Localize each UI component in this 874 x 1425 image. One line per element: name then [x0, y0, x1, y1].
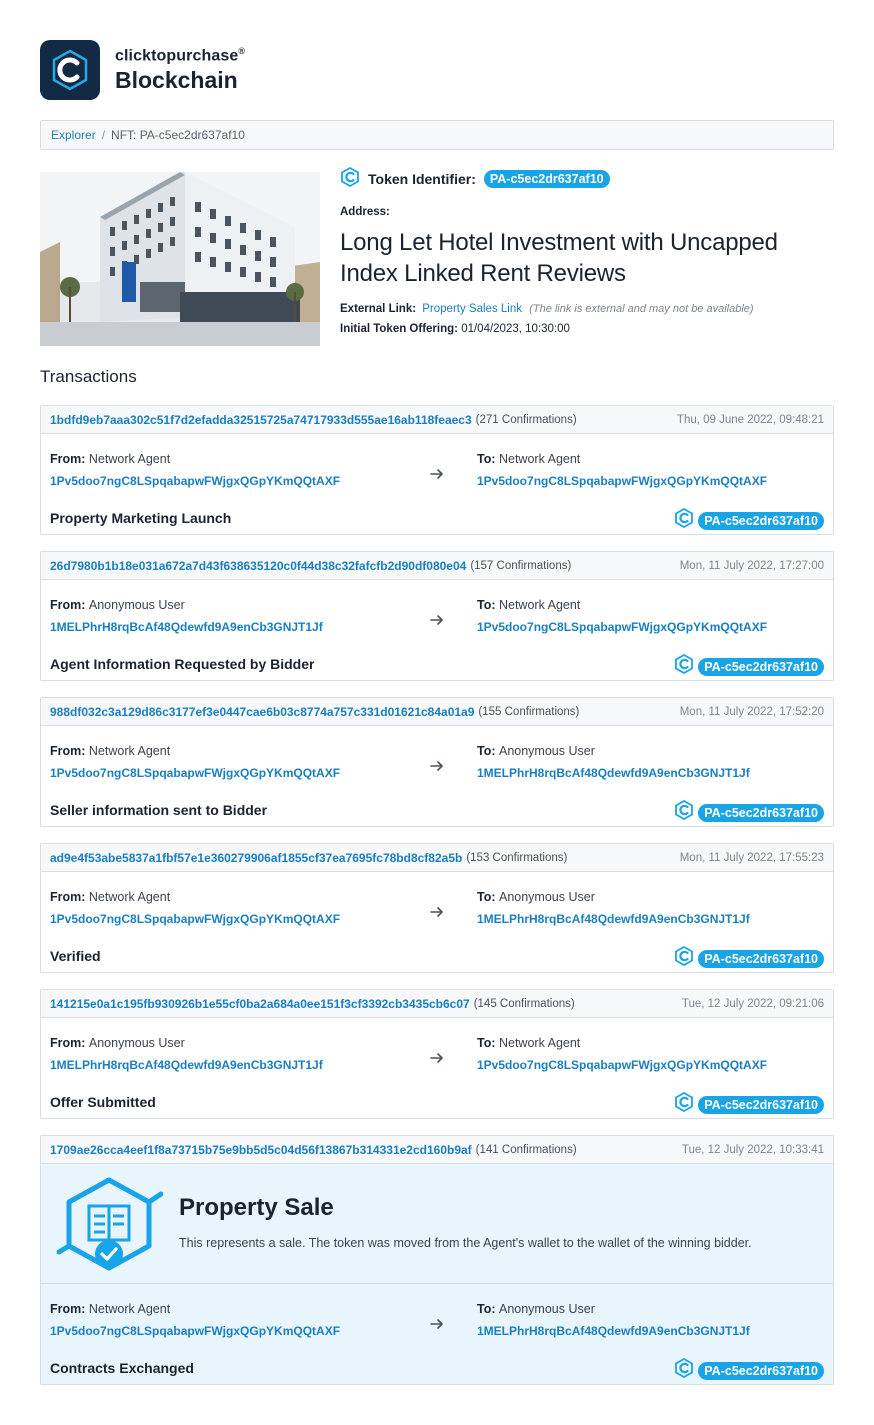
transaction-from	[50, 598, 323, 634]
arrow-right-icon	[429, 612, 445, 628]
transaction-to	[477, 452, 767, 488]
from-address-link[interactable]: 1Pv5doo7ngC8LSpqabapwFWjgxQGpYKmQQtAXF	[50, 474, 341, 488]
transaction-from	[50, 1302, 340, 1338]
to-address-link[interactable]: 1MELPhrH8rqBcAf48Qdewfd9A9enCb3GNJT1Jf	[477, 1324, 750, 1338]
transactions-heading: Transactions	[40, 367, 137, 386]
transaction-confirmations: (271 Confirmations)	[475, 413, 577, 426]
transaction-to	[477, 890, 750, 926]
arrow-right-icon	[429, 758, 445, 774]
transaction-date: Mon, 11 July 2022, 17:55:23	[679, 851, 824, 864]
transaction-token	[674, 800, 824, 825]
transaction-token	[674, 946, 824, 971]
from-name: Network Agent	[88, 452, 171, 466]
transaction-token-pill[interactable]: PA-c5ec2dr637af10	[698, 512, 824, 530]
to-address-link[interactable]: 1Pv5doo7ngC8LSpqabapwFWjgxQGpYKmQQtAXF	[477, 1058, 768, 1072]
transaction-date: Mon, 11 July 2022, 17:52:20	[679, 705, 824, 718]
transaction-label: Agent Information Requested by Bidder	[50, 656, 315, 672]
arrow-right-icon	[429, 904, 445, 920]
to-address-link[interactable]: 1MELPhrH8rqBcAf48Qdewfd9A9enCb3GNJT1Jf	[477, 912, 750, 926]
transaction-card	[40, 843, 834, 973]
transaction-from	[50, 890, 340, 926]
transaction-card	[40, 989, 834, 1119]
transaction-card	[40, 405, 834, 535]
transaction-token-pill[interactable]: PA-c5ec2dr637af10	[698, 804, 824, 822]
token-hex-icon	[674, 1358, 694, 1383]
transaction-date: Tue, 12 July 2022, 10:33:41	[681, 1143, 824, 1156]
transaction-card	[40, 551, 834, 681]
property-sales-link[interactable]: Property Sales Link	[422, 303, 522, 315]
property-photo	[40, 172, 320, 346]
from-address-link[interactable]: 1Pv5doo7ngC8LSpqabapwFWjgxQGpYKmQQtAXF	[50, 912, 341, 926]
transaction-to	[477, 598, 767, 634]
transaction-to	[477, 1302, 750, 1338]
from-address-link[interactable]: 1Pv5doo7ngC8LSpqabapwFWjgxQGpYKmQQtAXF	[50, 1324, 341, 1338]
to-address-link[interactable]: 1Pv5doo7ngC8LSpqabapwFWjgxQGpYKmQQtAXF	[477, 620, 768, 634]
from-name: Network Agent	[88, 890, 171, 904]
to-label: To:	[477, 1302, 499, 1316]
to-label: To:	[477, 598, 499, 612]
token-hex-icon	[674, 800, 694, 825]
transaction-header	[41, 1136, 833, 1164]
transaction-from	[50, 452, 340, 488]
initial-token-offering-label: Initial Token Offering:	[340, 323, 458, 335]
transaction-confirmations: (145 Confirmations)	[473, 997, 575, 1010]
transaction-token-pill[interactable]: PA-c5ec2dr637af10	[698, 1096, 824, 1114]
from-name: Anonymous User	[88, 598, 185, 612]
transaction-hash-link[interactable]: 26d7980b1b18e031a672a7d43f638635120c0f44d38c32fafcfb2d90df080e04	[50, 558, 467, 573]
breadcrumb	[40, 120, 834, 150]
property-sale-icon	[55, 1176, 163, 1274]
transaction-label: Verified	[50, 948, 101, 964]
transaction-date: Thu, 09 June 2022, 09:48:21	[676, 413, 824, 426]
transaction-hash-link[interactable]: 988df032c3a129d86c3177ef3e0447cae6b03c8774a757c331d01621c84a01a9	[50, 704, 475, 719]
transaction-token-pill[interactable]: PA-c5ec2dr637af10	[698, 1362, 824, 1380]
transaction-confirmations: (155 Confirmations)	[478, 705, 580, 718]
from-name: Network Agent	[88, 744, 171, 758]
transaction-to	[477, 744, 750, 780]
to-name: Network Agent	[498, 452, 581, 466]
property-address: Long Let Hotel Investment with Uncapped Index Linked Rent Reviews	[340, 229, 778, 287]
to-label: To:	[477, 1036, 499, 1050]
to-label: To:	[477, 890, 499, 904]
transaction-body	[41, 872, 833, 972]
token-hex-icon	[674, 1092, 694, 1117]
transaction-token-pill[interactable]: PA-c5ec2dr637af10	[698, 950, 824, 968]
token-identifier-pill[interactable]: PA-c5ec2dr637af10	[484, 170, 610, 188]
breadcrumb-separator: /	[101, 128, 106, 142]
token-hex-icon	[674, 654, 694, 679]
transaction-label: Offer Submitted	[50, 1094, 156, 1110]
transaction-confirmations: (157 Confirmations)	[470, 559, 572, 572]
transaction-card	[40, 697, 834, 827]
transaction-token	[674, 508, 824, 533]
transaction-from	[50, 1036, 323, 1072]
transaction-token	[674, 654, 824, 679]
transaction-header	[41, 990, 833, 1018]
to-label: To:	[477, 452, 499, 466]
from-address-link[interactable]: 1Pv5doo7ngC8LSpqabapwFWjgxQGpYKmQQtAXF	[50, 766, 341, 780]
from-address-link[interactable]: 1MELPhrH8rqBcAf48Qdewfd9A9enCb3GNJT1Jf	[50, 1058, 323, 1072]
to-address-link[interactable]: 1Pv5doo7ngC8LSpqabapwFWjgxQGpYKmQQtAXF	[477, 474, 768, 488]
transaction-hash-link[interactable]: 1709ae26cca4eef1f8a73715b75e9bb5d5c04d56f13867b314331e2cd160b9af	[50, 1142, 472, 1157]
transaction-token	[674, 1358, 824, 1383]
initial-token-offering-row	[340, 323, 834, 335]
to-address-link[interactable]: 1MELPhrH8rqBcAf48Qdewfd9A9enCb3GNJT1Jf	[477, 766, 750, 780]
transaction-confirmations: (153 Confirmations)	[466, 851, 568, 864]
breadcrumb-explorer-link[interactable]: Explorer	[51, 128, 96, 142]
initial-token-offering-value: 01/04/2023, 10:30:00	[461, 323, 570, 335]
breadcrumb-current: NFT: PA-c5ec2dr637af10	[111, 128, 245, 142]
transaction-from	[50, 744, 340, 780]
token-info	[340, 168, 834, 335]
from-name: Network Agent	[88, 1302, 171, 1316]
to-name: Network Agent	[498, 1036, 581, 1050]
transaction-token	[674, 1092, 824, 1117]
token-hex-icon	[340, 167, 360, 192]
transaction-body	[41, 434, 833, 534]
from-label: From:	[50, 744, 89, 758]
address-label: Address:	[340, 206, 390, 218]
transaction-header	[41, 844, 833, 872]
brand-text	[115, 46, 245, 94]
token-identifier-label: Token Identifier:	[368, 171, 476, 187]
transaction-header	[41, 698, 833, 726]
external-link-label: External Link:	[340, 303, 417, 315]
from-name: Anonymous User	[88, 1036, 185, 1050]
arrow-right-icon	[429, 1316, 445, 1332]
to-label: To:	[477, 744, 499, 758]
arrow-right-icon	[429, 466, 445, 482]
transaction-date: Tue, 12 July 2022, 09:21:06	[681, 997, 824, 1010]
from-label: From:	[50, 1302, 89, 1316]
external-link-row	[340, 303, 834, 315]
from-label: From:	[50, 452, 89, 466]
to-name: Anonymous User	[498, 890, 595, 904]
from-address-link[interactable]: 1MELPhrH8rqBcAf48Qdewfd9A9enCb3GNJT1Jf	[50, 620, 323, 634]
transaction-hash-link[interactable]: 141215e0a1c195fb930926b1e55cf0ba2a684a0ee151f3cf3392cb3435cb6c07	[50, 996, 470, 1011]
token-hex-icon	[674, 946, 694, 971]
transaction-label: Contracts Exchanged	[50, 1360, 194, 1376]
site-header	[40, 40, 245, 100]
transaction-body	[41, 1018, 833, 1118]
transaction-hash-link[interactable]: ad9e4f53abe5837a1fbf57e1e360279906af1855cf37ea7695fc78bd8cf82a5b	[50, 850, 463, 865]
transaction-card	[40, 1135, 834, 1385]
token-identifier-row	[340, 168, 834, 190]
property-sale-banner	[41, 1164, 833, 1284]
arrow-right-icon	[429, 1050, 445, 1066]
transaction-header	[41, 406, 833, 434]
token-hex-icon	[674, 508, 694, 533]
transaction-hash-link[interactable]: 1bdfd9eb7aaa302c51f7d2efadda32515725a74717933d555ae16ab118feaec3	[50, 412, 472, 427]
to-name: Network Agent	[498, 598, 581, 612]
property-sale-description: This represents a sale. The token was moved from the Agent's wallet to the wallet of the winning bidder.	[179, 1236, 752, 1250]
transaction-header	[41, 552, 833, 580]
to-name: Anonymous User	[498, 744, 595, 758]
property-sale-title: Property Sale	[179, 1194, 334, 1221]
transaction-body	[41, 580, 833, 680]
transaction-confirmations: (141 Confirmations)	[475, 1143, 577, 1156]
transaction-body	[41, 726, 833, 826]
transaction-label: Seller information sent to Bidder	[50, 802, 268, 818]
from-label: From:	[50, 890, 89, 904]
external-link-note: (The link is external and may not be available)	[529, 303, 754, 315]
transaction-token-pill[interactable]: PA-c5ec2dr637af10	[698, 658, 824, 676]
clicktopurchase-logo-icon[interactable]	[40, 40, 100, 100]
transaction-date: Mon, 11 July 2022, 17:27:00	[679, 559, 824, 572]
from-label: From:	[50, 1036, 89, 1050]
transaction-body	[41, 1284, 833, 1384]
transaction-label: Property Marketing Launch	[50, 510, 232, 526]
brand-main: Blockchain	[115, 67, 238, 94]
transaction-to	[477, 1036, 767, 1072]
brand-top: clicktopurchase®	[115, 45, 246, 65]
to-name: Anonymous User	[498, 1302, 595, 1316]
from-label: From:	[50, 598, 89, 612]
